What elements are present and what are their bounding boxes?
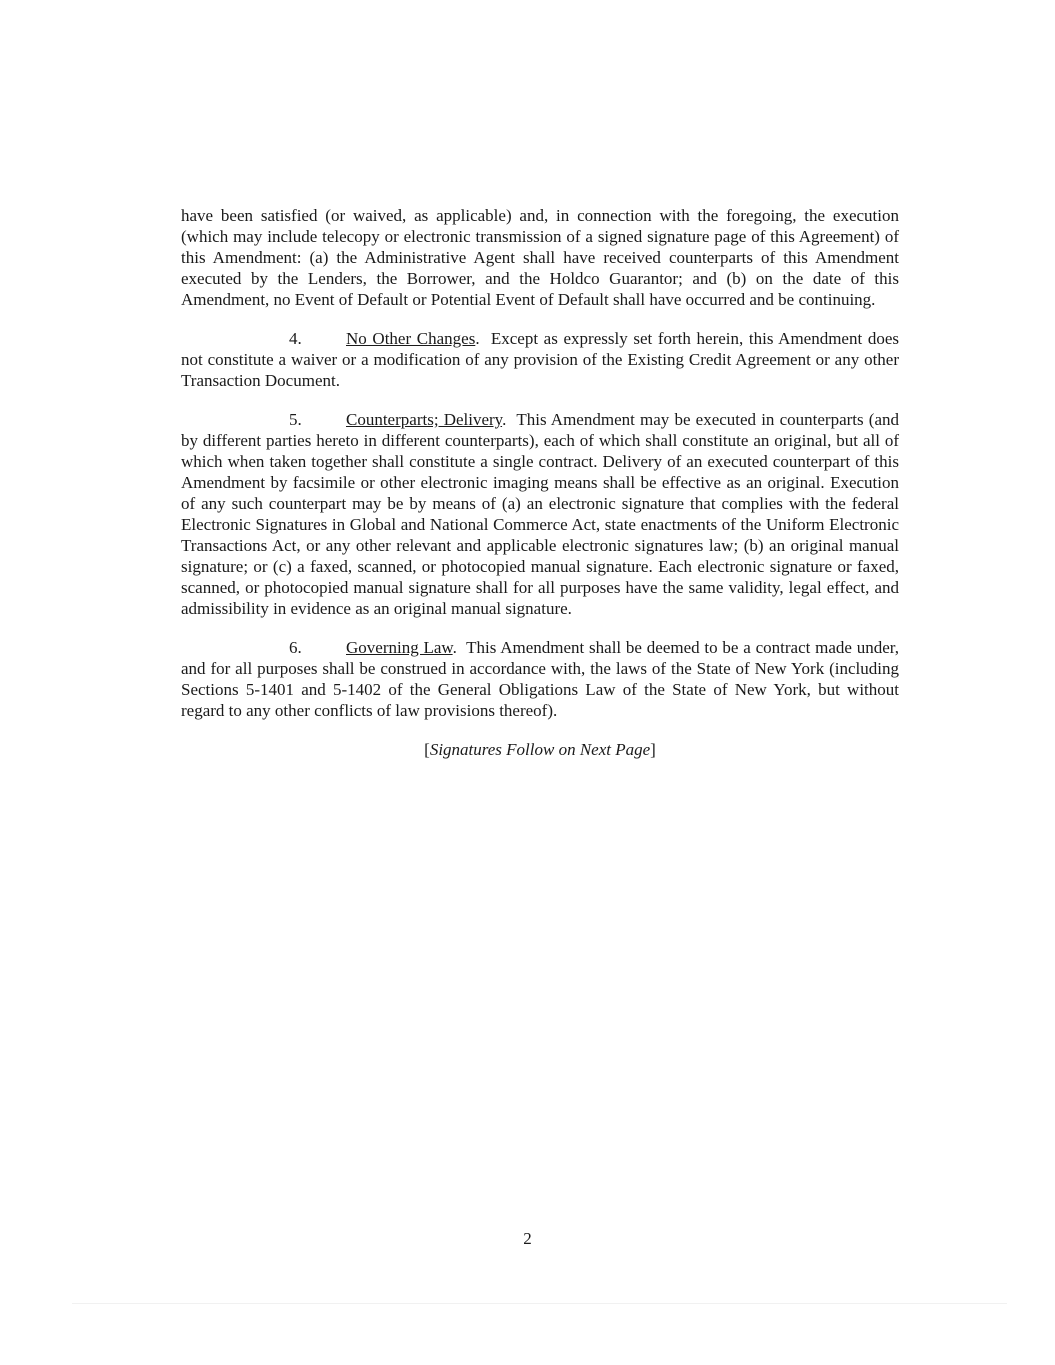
section-text: This Amendment may be executed in counterparts (and by different parties hereto in different counterparts), each of which shall constitute an original, but all of which when taken together shall constitute a single contract. Delivery of an executed counterpart of this Amendment by facsimile or other electronic imaging means shall be effective as an original. Execution of any such counterpart may be by means of (a) an electronic signature that complies with the federal Electronic Signatures in Global and National Commerce Act, state enactments of the Uniform Electronic Transactions Act, or any other relevant and applicable electronic signatures law; (b) an original manual signature; or (c) a faxed, scanned, or photocopied manual signature. Each electronic signature or faxed, scanned, or photocopied manual signature shall for all purposes have the same validity, legal effect, and admissibility in evidence as an original manual signature. [181, 410, 899, 618]
section-heading: No Other Changes [346, 329, 476, 348]
section-number: 5. [289, 410, 302, 429]
section-4: 4. No Other Changes. Except as expressly set forth herein, this Amendment does not constitute a waiver or a modification of any provision of the Existing Credit Agreement or any other Transaction Document. [181, 329, 900, 390]
document-body [181, 205, 899, 760]
section-text: This Amendment shall be deemed to be a contract made under, and for all purposes shall be construed in accordance with, the laws of the State of New York (including Sections 5-1401 and 5-1402 of the General Obligations Law of the State of New York, but without regard to any other conflicts of law provisions thereof). [181, 638, 900, 720]
continuation-paragraph: have been satisfied (or waived, as applicable) and, in connection with the foregoing, the execution (which may include telecopy or electronic transmission of a signed signature page of this Agreement) of this Amendment: (a) the Administrative Agent shall have received counterparts of this Amendment executed by the Lenders, the Borrower, and the Holdco Guarantor; and (b) on the date of this Amendment, no Event of Default or Potential Event of Default shall have occurred and be continuing. [181, 206, 899, 309]
section-6: 6. Governing Law. This Amendment shall be deemed to be a contract made under, and for all purposes shall be construed in accordance with, the laws of the State of New York (including Sections 5-1401 and 5-1402 of the General Obligations Law of the State of New York, but without regard to any other conflicts of law provisions thereof). [181, 638, 900, 720]
signature-note-text: Signatures Follow on Next Page [429, 740, 651, 759]
section-5: 5. Counterparts; Delivery. This Amendment may be executed in counterparts (and by different parties hereto in different counterparts), each of which shall constitute an original, but all of which when taken together shall constitute a single contract. Delivery of an executed counterpart of this Amendment by facsimile or other electronic imaging means shall be effective as an original. Execution of any such counterpart may be by means of (a) an electronic signature that complies with the federal Electronic Signatures in Global and National Commerce Act, state enactments of the Uniform Electronic Transactions Act, or any other relevant and applicable electronic signatures law; (b) an original manual signature; or (c) a faxed, scanned, or photocopied manual signature. Each electronic signature or faxed, scanned, or photocopied manual signature shall for all purposes have the same validity, legal effect, and admissibility in evidence as an original manual signature. [181, 410, 899, 618]
footer-divider [72, 1303, 1007, 1304]
signature-note: [Signatures Follow on Next Page] [424, 740, 656, 759]
section-number: 4. [289, 329, 302, 348]
section-heading: Counterparts; Delivery [346, 410, 503, 429]
section-heading: Governing Law [346, 638, 453, 657]
section-text: Except as expressly set forth herein, this Amendment does not constitute a waiver or a modification of any provision of the Existing Credit Agreement or any other Transaction Document. [181, 329, 900, 390]
section-number: 6. [289, 638, 302, 657]
page-number: 2 [523, 1229, 532, 1248]
